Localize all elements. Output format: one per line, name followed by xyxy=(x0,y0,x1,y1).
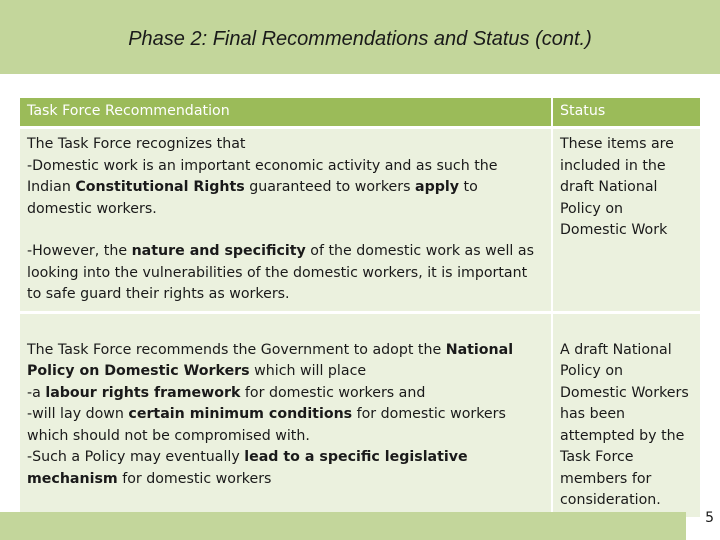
recommendations-table xyxy=(20,98,700,520)
page-number: 5 xyxy=(705,510,714,526)
rec2-line4: -Such a Policy may eventually lead to a specific legislative mechanism for domestic workers xyxy=(27,449,468,487)
rec1-line3: -However, the nature and specificity of the domestic work as well as looking into the vulnerabilities of the domestic workers, it is important to safe guard their rights as workers. xyxy=(27,243,534,302)
slide-title: Phase 2: Final Recommendations and Status (cont.) xyxy=(128,28,592,50)
header-status: Status xyxy=(552,98,700,128)
status-cell: These items are included in the draft National Policy on Domestic Work xyxy=(552,128,700,313)
rec2-line3: -will lay down certain minimum conditions for domestic workers which should not be compromised with. xyxy=(27,406,506,444)
table-row xyxy=(20,128,700,313)
rec1-line1: The Task Force recognizes that xyxy=(27,136,246,152)
table-row xyxy=(20,312,700,518)
bottom-band xyxy=(0,512,686,540)
recommendation-cell xyxy=(20,312,552,518)
recommendation-cell xyxy=(20,128,552,313)
rec2-line2: -a labour rights framework for domestic workers and xyxy=(27,384,426,401)
status-cell: A draft National Policy on Domestic Workers has been attempted by the Task Force members for consideration. xyxy=(552,312,700,518)
table-header-row xyxy=(20,98,700,128)
rec2-line1: The Task Force recommends the Government to adopt the National Policy on Domestic Workers which will place xyxy=(27,341,514,379)
header-recommendation: Task Force Recommendation xyxy=(20,98,552,128)
rec1-line2: -Domestic work is an important economic activity and as such the Indian Constitutional Rights guaranteed to workers apply to domestic workers. xyxy=(27,157,498,217)
